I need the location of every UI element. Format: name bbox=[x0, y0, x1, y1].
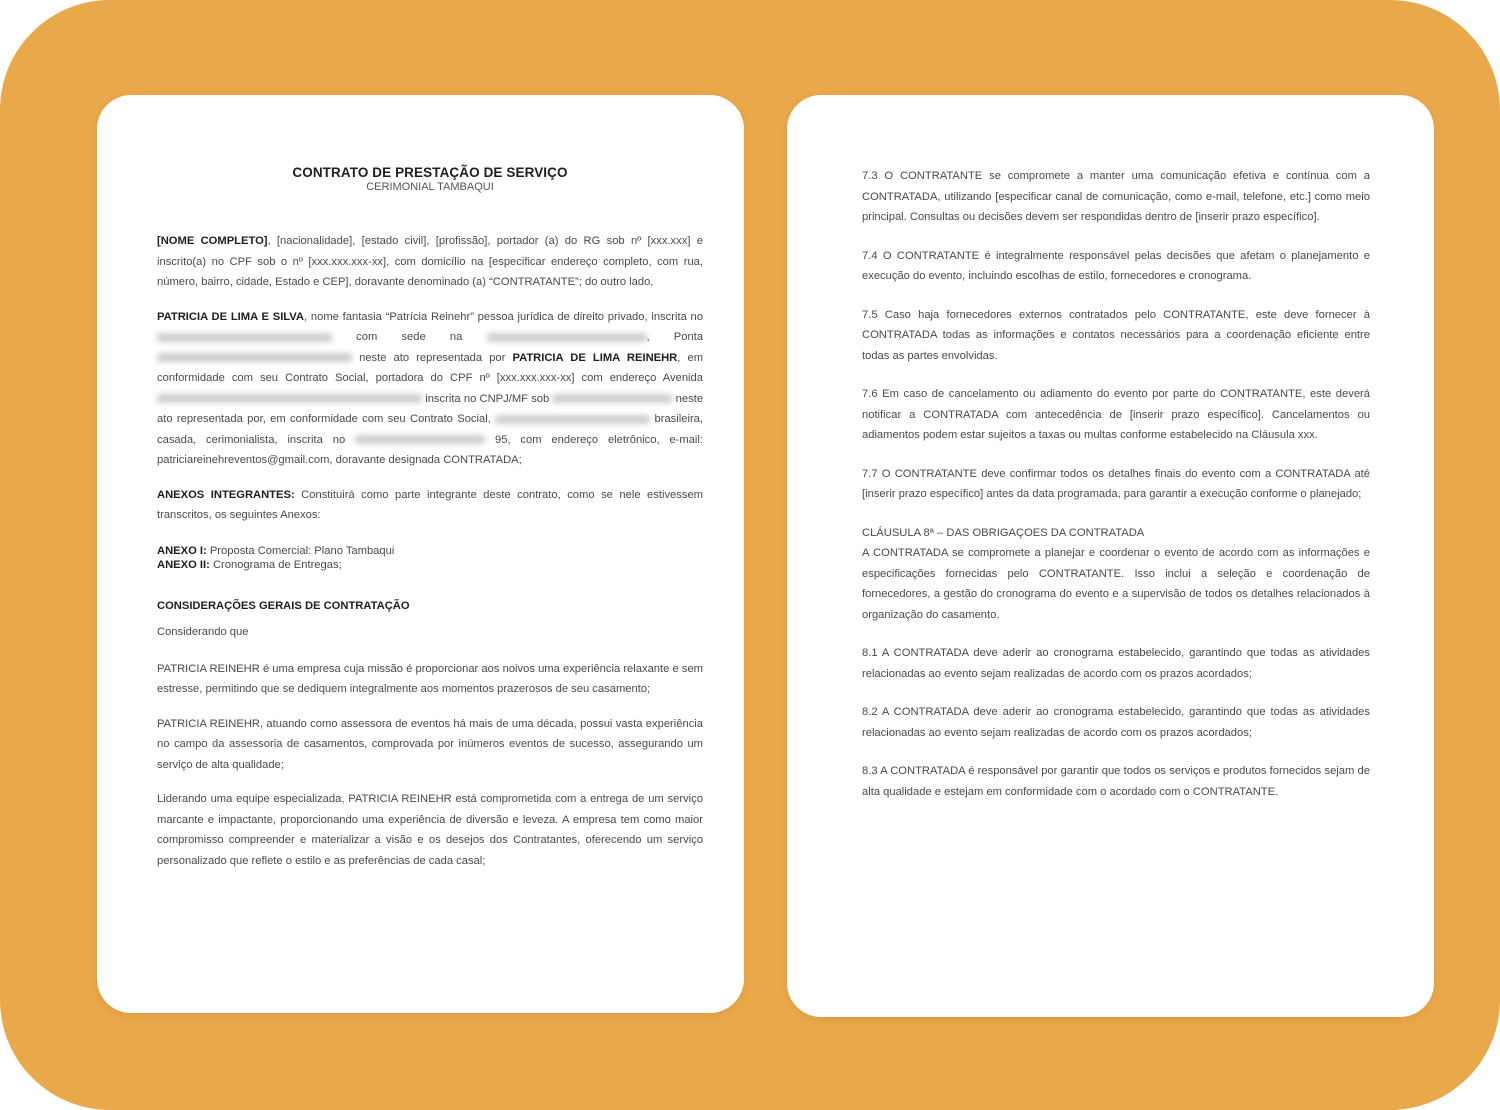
clause-8-2: 8.2 A CONTRATADA deve aderir ao cronograma estabelecido, garantindo que todas as atividades relacionadas ao evento sejam realizadas de acordo com os prazos acordados; bbox=[862, 706, 1370, 739]
redacted-name bbox=[495, 415, 650, 424]
redacted-avenue bbox=[157, 394, 422, 403]
contratada-text-3: , Ponta bbox=[646, 331, 704, 343]
consideration-paragraph: PATRICIA REINEHR, atuando como assessora de eventos há mais de uma década, possui vasta experiência no campo da assessoria de casamentos, comprovada por inúmeros eventos de sucesso, assegurando um serviço de alta qualidade; bbox=[157, 717, 703, 771]
redacted-address bbox=[487, 333, 647, 342]
contratada-text-8: brasileira, casada, cerimonialista, inscrita no bbox=[157, 413, 704, 446]
contract-page-2 bbox=[787, 95, 1434, 1017]
document-subtitle: CERIMONIAL TAMBAQUI bbox=[366, 181, 494, 193]
clause-8-heading: CLÁUSULA 8ª – DAS OBRIGAÇOES DA CONTRATADA bbox=[862, 526, 1145, 539]
contratada-text-9: 95, com endereço eletrônico, e-mail: patriciareinehreventos@gmail.com, doravante designada CONTRATADA; bbox=[157, 433, 704, 466]
annex-text: Cronograma de Entregas; bbox=[209, 558, 342, 571]
redacted-cpf bbox=[355, 435, 485, 444]
contratante-paragraph bbox=[157, 231, 703, 293]
annexes-intro-label: ANEXOS INTEGRANTES: bbox=[157, 488, 295, 501]
contratada-text-2: com sede na bbox=[356, 331, 463, 343]
clause-8-1: 8.1 A CONTRATADA deve aderir ao cronograma estabelecido, garantindo que todas as atividades relacionadas ao evento sejam realizadas de acordo com os prazos acordados; bbox=[862, 647, 1370, 680]
clause-7-7: 7.7 O CONTRATANTE deve confirmar todos os detalhes finais do evento com a CONTRATADA até [inserir prazo específico] antes da data programada, para garantir a execução conforme o planejado; bbox=[862, 467, 1370, 500]
annex-label: ANEXO I: bbox=[157, 544, 207, 557]
contratada-paragraph bbox=[157, 307, 703, 471]
annex-text: Proposta Comercial: Plano Tambaqui bbox=[206, 544, 395, 557]
page-2-content bbox=[862, 166, 1370, 820]
contratada-text-7: neste ato representada por, em conformidade com seu Contrato Social, bbox=[157, 392, 704, 425]
contratada-text-1: , nome fantasia “Patrícia Reinehr” pessoa jurídica de direito privado, inscrita no bbox=[304, 310, 703, 323]
annex-list bbox=[157, 544, 703, 572]
annexes-intro-paragraph bbox=[157, 485, 703, 526]
page-1-content bbox=[157, 165, 703, 885]
redacted-cnpj-number bbox=[552, 394, 672, 403]
contract-page-1 bbox=[97, 95, 744, 1013]
contratada-text-6: inscrita no CNPJ/MF sob bbox=[425, 392, 550, 405]
contratada-text-4: neste ato representada por bbox=[359, 351, 506, 364]
clause-7-4: 7.4 O CONTRATANTE é integralmente responsável pelas decisões que afetam o planejamento e execução do evento, incluindo escolhas de estilo, fornecedores e cronograma. bbox=[862, 249, 1370, 282]
document-title: CONTRATO DE PRESTAÇÃO DE SERVIÇO bbox=[292, 165, 568, 180]
consideration-paragraph: Liderando uma equipe especializada, PATRICIA REINEHR está comprometida com a entrega de um serviço marcante e impactante, proporcionando uma experiência de diversão e leveza. A empresa tem como maior compromisso compreender e materializar a visão e os desejos dos Contratantes, oferecendo um serviço personalizado que reflete o estilo e as preferências de cada casal; bbox=[157, 793, 703, 867]
contratante-name: [NOME COMPLETO] bbox=[157, 235, 268, 247]
annex-item bbox=[157, 544, 703, 558]
annexes-intro-text: Constituirá como parte integrante deste contrato, como se nele estivessem transcritos, os seguintes Anexos: bbox=[157, 488, 703, 521]
clause-8-intro: A CONTRATADA se compromete a planejar e coordenar o evento de acordo com as informações e especificações fornecidas pelo CONTRATANTE. Isso inclui a seleção e coordenação de fornecedores, a gestão do cronograma do evento e a supervisão de todos os detalhes relacionados à organização do casamento. bbox=[862, 547, 1370, 621]
clause-7-5: 7.5 Caso haja fornecedores externos contratados pelo CONTRATANTE, este deve fornecer à CONTRATADA todas as informações e contatos necessários para a coordenação eficiente entre todas as partes envolvidas. bbox=[862, 308, 1370, 362]
redacted-cnpj bbox=[157, 333, 332, 342]
redacted-neighborhood bbox=[157, 353, 352, 362]
consideration-paragraph: PATRICIA REINEHR é uma empresa cuja missão é proporcionar aos noivos uma experiência relaxante e sem estresse, permitindo que se dediquem integralmente aos momentos prazerosos de seu casamento; bbox=[157, 662, 703, 695]
annex-item bbox=[157, 558, 703, 572]
clause-8-3: 8.3 A CONTRATADA é responsável por garantir que todos os serviços e produtos fornecidos sejam de alta qualidade e estejam em conformidade com o acordado com o CONTRATANTE. bbox=[862, 765, 1370, 798]
contratante-text: , [nacionalidade], [estado civil], [profissão], portador (a) do RG sob nº [xxx.xxx] e inscrito(a) no CPF sob o nº [xxx.xxx.xxx-xx], com domicílio na [especificar endereço completo, com rua, número, bairro, cidade, Estado e CEP], doravante denominado (a) “CONTRATANTE”; do outro lado, bbox=[157, 235, 703, 288]
title-block bbox=[157, 165, 703, 195]
annex-label: ANEXO II: bbox=[157, 558, 210, 571]
clause-7-3: 7.3 O CONTRATANTE se compromete a manter uma comunicação efetiva e contínua com a CONTRATADA, utilizando [especificar canal de comunicação, como e-mail, telefone, etc.] como meio principal. Consultas ou decisões devem ser respondidas dentro de [inserir prazo específico]. bbox=[862, 170, 1370, 223]
contratada-name: PATRICIA DE LIMA E SILVA bbox=[157, 310, 305, 323]
considerations-heading: CONSIDERAÇÕES GERAIS DE CONTRATAÇÃO bbox=[157, 599, 410, 612]
clause-7-6: 7.6 Em caso de cancelamento ou adiamento do evento por parte do CONTRATANTE, este deverá notificar a CONTRATADA com antecedência de [inserir prazo específico]. Cancelamentos ou adiamentos podem estar sujeitos a taxas ou multas conforme estabelecido na Cláusula xxx. bbox=[862, 388, 1370, 441]
representative-name: PATRICIA DE LIMA REINEHR bbox=[512, 351, 678, 364]
contratada-text-5: , em conformidade com seu Contrato Social, portadora do CPF nº [xxx.xxx.xxx-xx] com endereço Avenida bbox=[157, 351, 704, 384]
considering-text: Considerando que bbox=[157, 626, 249, 638]
